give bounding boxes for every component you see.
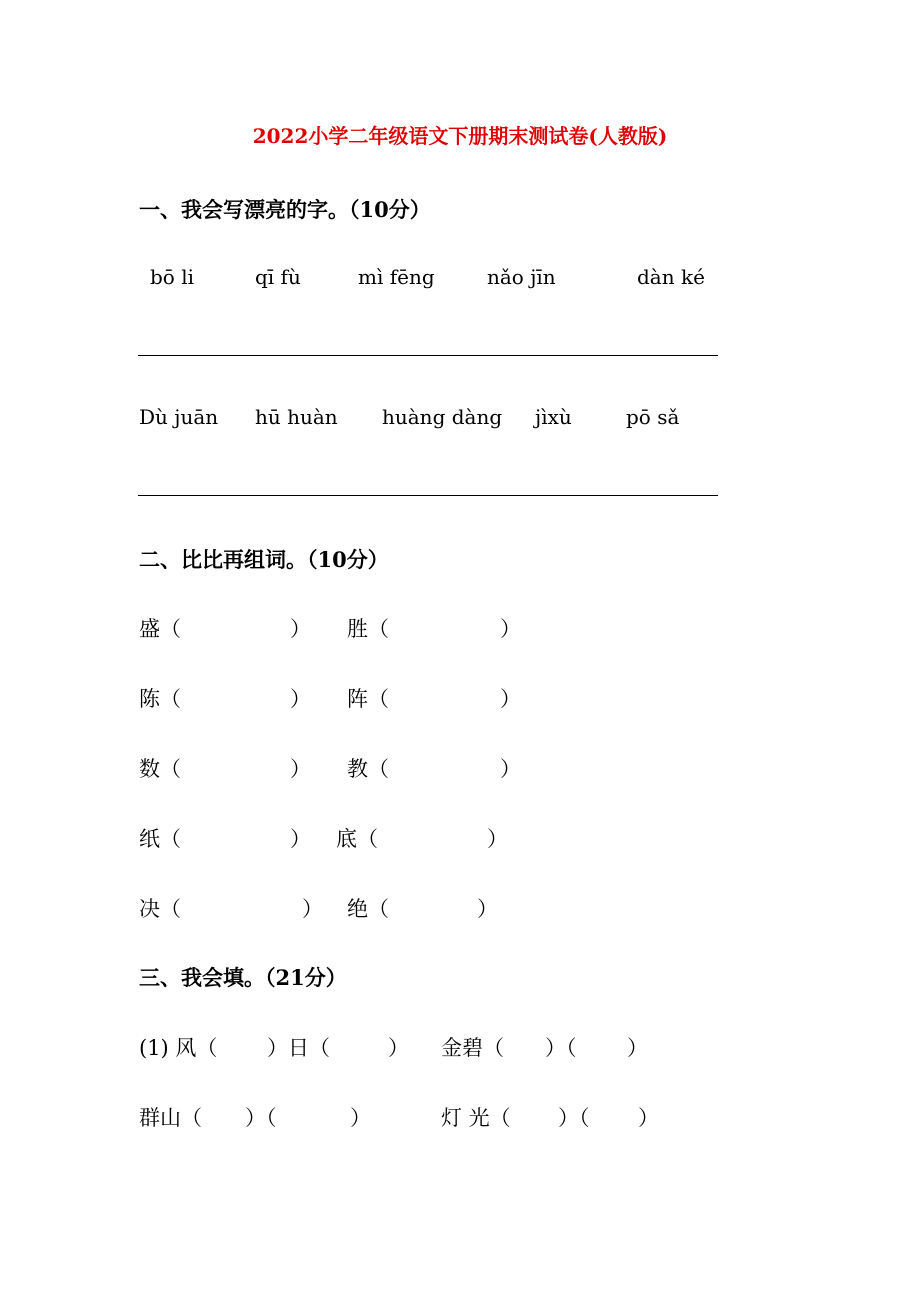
section2-heading: 二、比比再组词。（10分）: [139, 547, 389, 572]
word-char-open: 底（: [336, 827, 378, 851]
word-char-open: 盛（: [139, 617, 181, 641]
pinyin-item: nǎo jīn: [487, 265, 556, 289]
fill-blank-text: ）日（: [267, 1036, 330, 1060]
word-close: ）: [302, 897, 323, 921]
fill-blank-text: ）: [627, 1036, 648, 1060]
word-close: ）: [290, 617, 311, 641]
word-close: ）: [290, 757, 311, 781]
pinyin-item: bō li: [150, 265, 194, 289]
word-close: ）: [487, 827, 508, 851]
word-char-open: 陈（: [139, 687, 181, 711]
fill-blank-text: 群山（: [139, 1106, 202, 1130]
word-char-open: 数（: [139, 757, 181, 781]
document-title: 2022小学二年级语文下册期末测试卷(人教版): [252, 124, 668, 148]
fill-blank-text: ）: [350, 1106, 371, 1130]
word-close: ）: [290, 687, 311, 711]
pinyin-item: qī fù: [255, 265, 301, 289]
pinyin-item: dàn ké: [637, 265, 705, 289]
fill-blank-text: ）: [638, 1106, 659, 1130]
section1-heading: 一、我会写漂亮的字。（10分）: [139, 197, 431, 222]
pinyin-item: Dù juān: [139, 405, 219, 429]
word-close: ）: [500, 617, 521, 641]
fill-blank-text: 灯 光（: [441, 1106, 511, 1130]
word-char-open: 胜（: [347, 617, 389, 641]
pinyin-item: huàng dàng: [382, 405, 503, 429]
writing-line: [138, 495, 718, 496]
pinyin-item: hū huàn: [255, 405, 338, 429]
word-close: ）: [477, 897, 498, 921]
pinyin-item: jìxù: [535, 405, 572, 429]
word-close: ）: [290, 827, 311, 851]
pinyin-item: mì fēng: [358, 265, 435, 289]
word-char-open: 纸（: [139, 827, 181, 851]
fill-blank-text: ）（: [545, 1036, 577, 1060]
word-close: ）: [500, 687, 521, 711]
word-char-open: 绝（: [347, 897, 389, 921]
section3-heading: 三、我会填。（21分）: [139, 965, 347, 990]
fill-blank-text: ）（: [245, 1106, 277, 1130]
word-char-open: 决（: [139, 897, 181, 921]
word-char-open: 阵（: [347, 687, 389, 711]
fill-blank-text: ）（: [558, 1106, 590, 1130]
fill-blank-text: 金碧（: [441, 1036, 504, 1060]
word-close: ）: [500, 757, 521, 781]
pinyin-item: pō sǎ: [626, 405, 680, 429]
word-char-open: 教（: [347, 757, 389, 781]
fill-blank-text: (1) 风（: [139, 1036, 218, 1060]
fill-blank-text: ）: [388, 1036, 409, 1060]
writing-line: [138, 355, 718, 356]
